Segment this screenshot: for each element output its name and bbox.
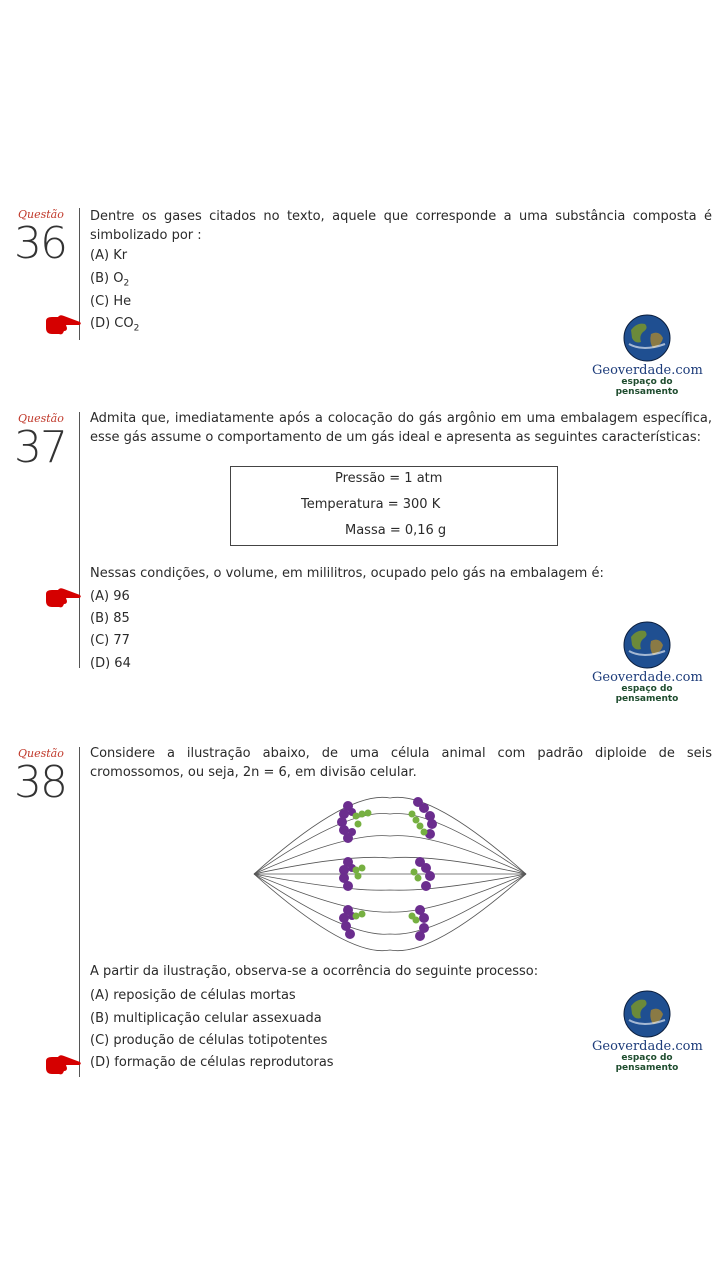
option-b[interactable]: (B) 85 — [90, 611, 130, 626]
logo-subtitle: espaço do pensamento — [615, 377, 679, 397]
geoverdade-logo — [592, 621, 702, 704]
globe-icon — [623, 621, 671, 669]
globe-icon — [623, 314, 671, 362]
question-stem: Admita que, imediatamente após a colocação do gás argônio em uma embalagem específica, esse gás assume o comportamento de um gás ideal e apresenta as seguintes características: — [90, 411, 712, 445]
option-d[interactable]: (D) formação de células reprodutoras — [90, 1055, 334, 1070]
option-a[interactable]: (A) 96 — [90, 589, 130, 604]
option-c[interactable]: (C) He — [90, 294, 132, 309]
option-b[interactable]: (B) multiplicação celular assexuada — [90, 1011, 322, 1026]
question-stem: Considere a ilustração abaixo, de uma célula animal com padrão diploide de seis cromossomos, ou seja, 2n = 6, em divisão celular. — [90, 746, 712, 780]
geoverdade-logo — [592, 990, 702, 1073]
table-line-pressure: Pressão = 1 atm — [335, 471, 443, 486]
table-line-temperature: Temperatura = 300 K — [301, 497, 441, 512]
option-d[interactable]: (D) $CO_2$ — [90, 316, 140, 334]
question-label: Questão — [18, 208, 64, 221]
chromosomes-left — [337, 801, 372, 939]
question-stem-2: Nessas condições, o volume, em mililitros, ocupado pelo gás na embalagem é: — [90, 566, 604, 581]
logo-subtitle: espaço do pensamento — [615, 684, 679, 704]
question-label: Questão — [18, 747, 64, 760]
question-divider — [79, 412, 80, 668]
question-number: 36 — [14, 218, 66, 269]
logo-subtitle: espaço do pensamento — [615, 1053, 679, 1073]
logo-title: Geoverdade.com — [592, 1039, 703, 1054]
pointing-hand-icon — [44, 313, 82, 337]
chromosomes-right — [409, 797, 438, 941]
pointing-hand-icon — [44, 1053, 82, 1077]
question-number: 38 — [14, 757, 66, 808]
question-number: 37 — [14, 422, 66, 473]
gas-conditions-table — [230, 466, 558, 546]
option-a[interactable]: (A) reposição de células mortas — [90, 988, 296, 1003]
option-d[interactable]: (D) 64 — [90, 656, 131, 671]
cell-division-illustration — [248, 792, 532, 952]
geoverdade-logo — [592, 314, 702, 397]
pointing-hand-icon — [44, 586, 82, 610]
logo-title: Geoverdade.com — [592, 363, 703, 378]
spindle-fibers — [254, 797, 526, 950]
option-a[interactable]: (A) Kr — [90, 248, 128, 263]
table-line-mass: Massa = 0,16 g — [345, 523, 447, 538]
option-c[interactable]: (C) produção de células totipotentes — [90, 1033, 328, 1048]
option-b[interactable]: (B) $O_2$ — [90, 271, 130, 289]
question-stem: Dentre os gases citados no texto, aquele que corresponde a uma substância composta é simbolizado por : — [90, 209, 712, 243]
globe-icon — [623, 990, 671, 1038]
question-label: Questão — [18, 412, 64, 425]
question-stem-2: A partir da ilustração, observa-se a ocorrência do seguinte processo: — [90, 964, 539, 979]
logo-title: Geoverdade.com — [592, 670, 703, 685]
question-divider — [79, 747, 80, 1077]
option-c[interactable]: (C) 77 — [90, 633, 130, 648]
